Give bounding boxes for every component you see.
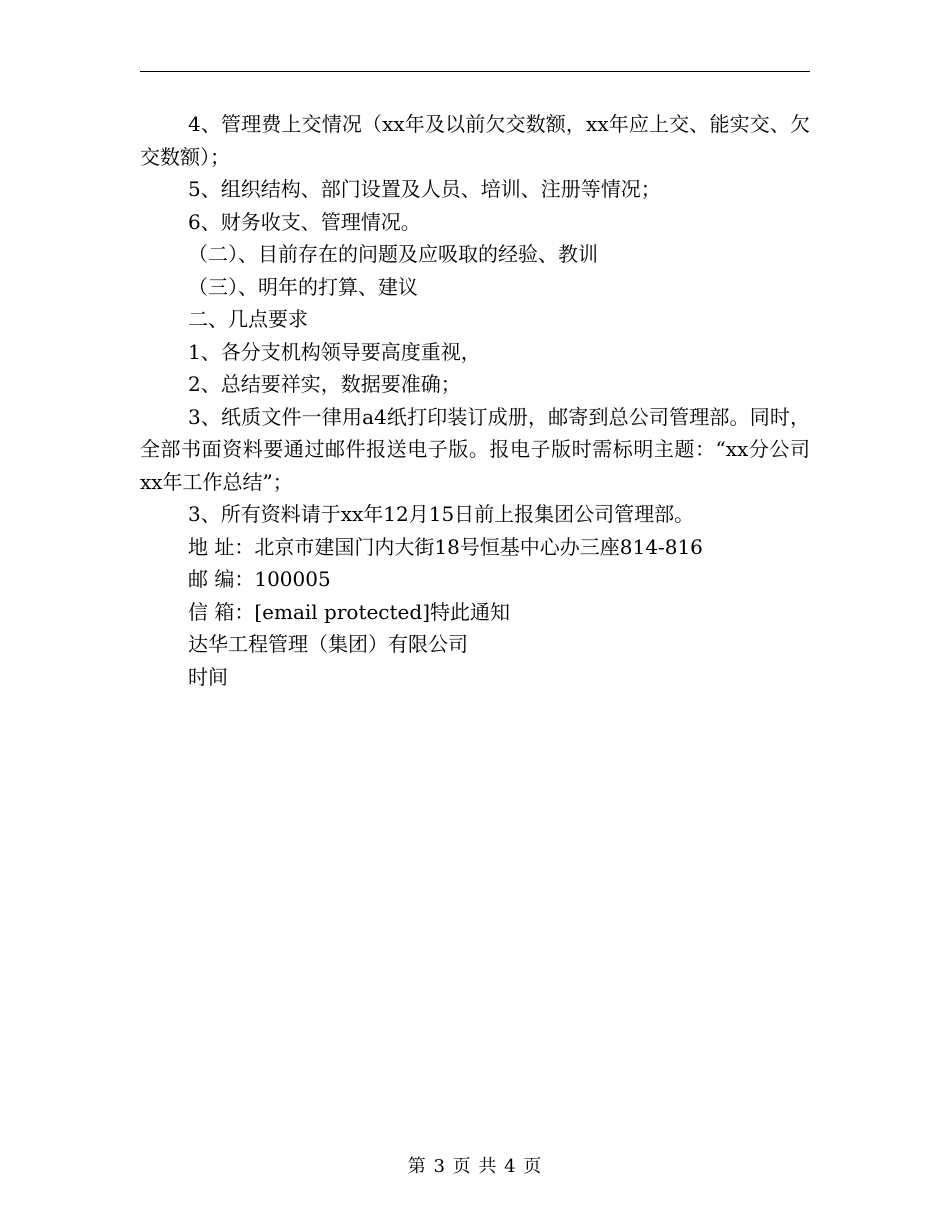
document-body	[140, 108, 810, 693]
paragraph-management-fee: 4、管理费上交情况（xx年及以前欠交数额，xx年应上交、能实交、欠交数额）；	[140, 112, 810, 169]
paragraph-problems: （二）、目前存在的问题及应吸取的经验、教训	[188, 242, 598, 266]
section-heading-requirements: 二、几点要求	[188, 307, 308, 331]
company-signature: 达华工程管理（集团）有限公司	[188, 632, 468, 656]
address-line: 地 址：北京市建国门内大街18号恒基中心办三座814-816	[188, 534, 703, 559]
date-line: 时间	[188, 664, 228, 689]
paragraph-finance: 6、财务收支、管理情况。	[188, 209, 421, 234]
paragraph-requirement-3: 3、纸质文件一律用a4纸打印装订成册，邮寄到总公司管理部。同时，全部书面资料要通过邮件报送电子版。报电子版时需标明主题：“xx分公司xx年工作总结”；	[140, 404, 810, 494]
paragraph-deadline: 3、所有资料请于xx年12月15日前上报集团公司管理部。	[188, 502, 695, 526]
postcode-line: 邮 编：100005	[188, 567, 331, 591]
paragraph-organization: 5、组织结构、部门设置及人员、培训、注册等情况；	[188, 177, 661, 201]
email-line: 信 箱：[email protected]特此通知	[188, 599, 510, 624]
paragraph-plans: （三）、明年的打算、建议	[188, 274, 418, 299]
paragraph-requirement-2: 2、总结要祥实，数据要准确；	[188, 372, 461, 396]
paragraph-requirement-1: 1、各分支机构领导要高度重视，	[188, 339, 481, 364]
header-rule	[140, 71, 810, 72]
page-number-footer: 第 3 页 共 4 页	[407, 1156, 543, 1177]
